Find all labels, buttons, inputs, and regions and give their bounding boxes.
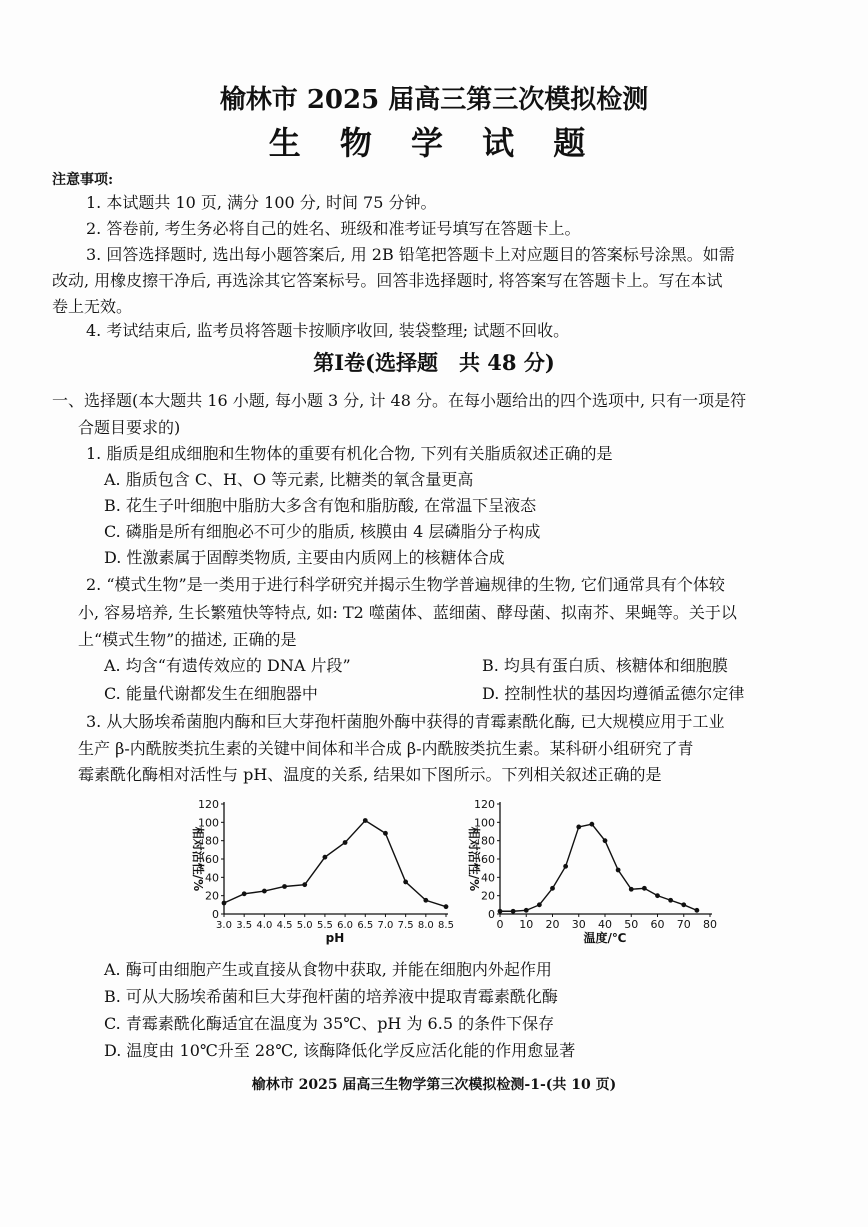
ph-activity-chart	[180, 796, 460, 948]
x-tick-label: 7.5	[397, 920, 414, 931]
data-point	[694, 908, 699, 913]
data-point	[282, 884, 287, 889]
y-tick-label: 20	[481, 889, 495, 903]
page-footer: 榆林市 2025 届高三生物学第三次模拟检测-1-(共 10 页)	[251, 1077, 617, 1093]
data-point	[498, 909, 503, 914]
data-point	[629, 887, 634, 892]
notice-item-4: 4. 考试结束后, 监考员将答题卡按顺序收回, 装袋整理; 试题不回收。	[86, 321, 570, 340]
data-point	[222, 901, 227, 906]
data-point	[642, 886, 647, 891]
exam-title: 榆林市 2025 届高三第三次模拟检测	[219, 85, 649, 115]
notice-item-3-line2: 改动, 用橡皮擦干净后, 再选涂其它答案标号。回答非选择题时, 将答案写在答题卡上。写在本试	[52, 271, 723, 290]
data-point	[511, 909, 516, 914]
x-tick-label: 5.0	[296, 920, 313, 931]
data-point	[524, 908, 529, 913]
data-point	[423, 898, 428, 903]
section-title: 第Ⅰ卷(选择题 共 48 分)	[313, 350, 555, 375]
y-tick-label: 60	[481, 853, 495, 866]
x-tick-label: 4.0	[256, 920, 273, 931]
notice-item-1: 1. 本试题共 10 页, 满分 100 分, 时间 75 分钟。	[86, 193, 437, 212]
y-tick-label: 40	[481, 871, 495, 885]
x-tick-label: 3.0	[216, 920, 232, 931]
data-point	[323, 855, 328, 860]
x-tick-label: 5.5	[316, 920, 333, 931]
y-tick-label: 20	[205, 889, 219, 903]
x-tick-label: 10	[519, 918, 534, 931]
q2-stem-line2: 小, 容易培养, 生长繁殖快等特点, 如: T2 噬菌体、蓝细菌、酵母菌、拟南芥、果蝇等。关于以	[78, 603, 737, 622]
x-tick-label: 60	[650, 918, 665, 931]
data-point	[383, 831, 388, 836]
data-point	[444, 904, 449, 909]
q3-option-c: C. 青霉素酰化酶适宜在温度为 35℃、pH 为 6.5 的条件下保存	[104, 1014, 555, 1033]
y-tick-label: 0	[488, 908, 495, 921]
q3-option-b: B. 可从大肠埃希菌和巨大芽孢杆菌的培养液中提取青霉素酰化酶	[104, 987, 558, 1006]
x-tick-label: 8.5	[438, 920, 454, 931]
x-tick-label: 4.5	[276, 920, 293, 931]
x-tick-label: 30	[571, 918, 586, 931]
data-point	[589, 822, 594, 827]
section-intro-line2: 合题目要求的)	[78, 418, 181, 437]
q3-option-a: A. 酶可由细胞产生或直接从食物中获取, 并能在细胞内外起作用	[104, 960, 552, 979]
q2-stem-line3: 上“模式生物”的描述, 正确的是	[78, 630, 297, 649]
q2-option-b: B. 均具有蛋白质、核糖体和细胞膜	[482, 656, 728, 675]
subject-title: 生 物 学 试 题	[268, 124, 600, 162]
y-tick-label: 0	[212, 908, 219, 921]
x-tick-label: 0	[496, 918, 504, 931]
x-axis-label: pH	[325, 931, 345, 945]
section-intro-line1: 一、选择题(本大题共 16 小题, 每小题 3 分, 计 48 分。在每小题给出的四个选项中, 只有一项是符	[52, 391, 747, 410]
y-tick-label: 100	[474, 816, 495, 830]
notice-heading: 注意事项:	[52, 172, 114, 188]
data-point	[302, 882, 307, 887]
data-point	[668, 898, 673, 903]
q1-option-c: C. 磷脂是所有细胞必不可少的脂质, 核膜由 4 层磷脂分子构成	[104, 522, 541, 541]
q2-option-a: A. 均含“有遗传效应的 DNA 片段”	[104, 656, 351, 675]
q3-option-d: D. 温度由 10℃升至 28℃, 该酶降低化学反应活化能的作用愈显著	[104, 1041, 576, 1060]
q1-stem: 1. 脂质是组成细胞和生物体的重要有机化合物, 下列有关脂质叙述正确的是	[86, 444, 613, 463]
data-point	[550, 886, 555, 891]
y-tick-label: 80	[205, 834, 219, 848]
data-point	[363, 818, 368, 823]
data-point	[616, 868, 621, 873]
notice-item-3-line1: 3. 回答选择题时, 选出每小题答案后, 用 2B 铅笔把答题卡上对应题目的答案标号涂黑。如需	[86, 245, 735, 264]
data-point	[537, 902, 542, 907]
data-point	[242, 891, 247, 896]
series-line	[224, 821, 446, 907]
temperature-activity-chart	[456, 796, 726, 948]
y-tick-label: 40	[205, 871, 219, 885]
x-tick-label: 6.0	[337, 920, 354, 931]
x-tick-label: 8.0	[417, 920, 434, 931]
x-tick-label: 40	[598, 918, 612, 931]
data-point	[681, 902, 686, 907]
y-tick-label: 100	[198, 816, 219, 830]
data-point	[576, 825, 581, 830]
x-tick-label: 6.5	[357, 920, 374, 931]
q3-stem-line1: 3. 从大肠埃希菌胞内酶和巨大芽孢杆菌胞外酶中获得的青霉素酰化酶, 已大规模应用于工业	[86, 712, 725, 731]
x-tick-label: 3.5	[236, 920, 253, 931]
data-point	[603, 838, 608, 843]
y-tick-label: 80	[481, 834, 495, 848]
data-point	[655, 893, 660, 898]
data-point	[262, 889, 267, 894]
q2-option-c: C. 能量代谢都发生在细胞器中	[104, 684, 318, 703]
x-tick-label: 20	[545, 918, 560, 931]
q1-option-b: B. 花生子叶细胞中脂肪大多含有饱和脂肪酸, 在常温下呈液态	[104, 496, 537, 515]
y-tick-label: 120	[198, 798, 219, 811]
y-tick-label: 60	[205, 853, 219, 866]
series-line	[500, 824, 697, 911]
x-tick-label: 80	[703, 918, 717, 931]
y-axis-label: 相对活性/%	[191, 826, 205, 892]
y-tick-label: 120	[474, 798, 495, 811]
q2-option-d: D. 控制性状的基因均遵循孟德尔定律	[482, 684, 745, 703]
q1-option-a: A. 脂质包含 C、H、O 等元素, 比糖类的氧含量更高	[104, 470, 474, 489]
q1-option-d: D. 性激素属于固醇类物质, 主要由内质网上的核糖体合成	[104, 548, 505, 567]
q3-stem-line2: 生产 β-内酰胺类抗生素的关键中间体和半合成 β-内酰胺类抗生素。某科研小组研究了青	[78, 739, 694, 758]
data-point	[343, 840, 348, 845]
q3-stem-line3: 霉素酰化酶相对活性与 pH、温度的关系, 结果如下图所示。下列相关叙述正确的是	[78, 765, 662, 784]
q2-stem-line1: 2. “模式生物”是一类用于进行科学研究并揭示生物学普遍规律的生物, 它们通常具有个体较	[86, 575, 725, 594]
notice-item-3-line3: 卷上无效。	[52, 297, 133, 316]
data-point	[403, 880, 408, 885]
x-tick-label: 7.0	[377, 920, 394, 931]
x-axis-label: 温度/℃	[583, 931, 627, 945]
y-axis-label: 相对活性/%	[467, 826, 481, 892]
x-tick-label: 50	[624, 918, 639, 931]
x-tick-label: 70	[676, 918, 691, 931]
data-point	[563, 864, 568, 869]
notice-item-2: 2. 答卷前, 考生务必将自己的姓名、班级和准考证号填写在答题卡上。	[86, 219, 581, 238]
